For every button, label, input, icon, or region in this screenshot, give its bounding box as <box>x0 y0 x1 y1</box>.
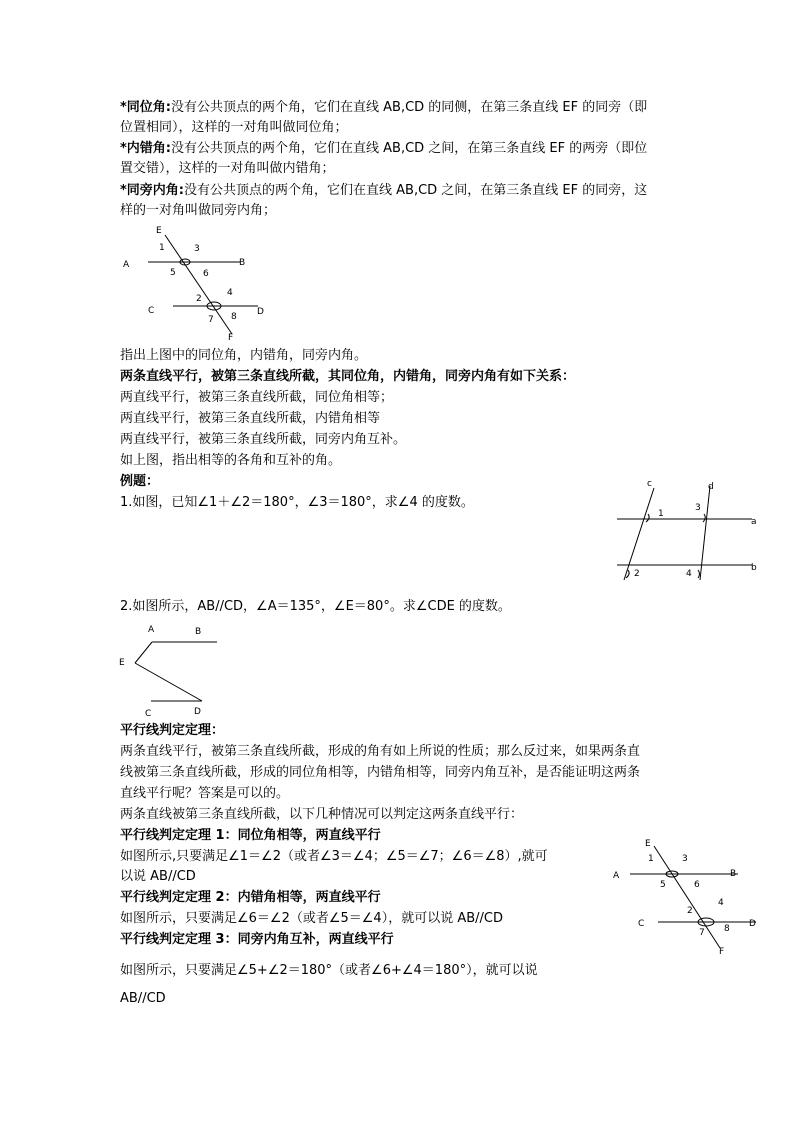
theorem-3-title: 平行线判定定理 3：同旁内角互补，两直线平行 <box>120 932 394 947</box>
figure-theorem-transversal <box>608 836 768 958</box>
label-angle-4: 4 <box>686 569 692 579</box>
def-interior-line2: 样的一对角叫做同旁内角； <box>120 203 277 218</box>
theorems-para-3: 直线平行呢？答案是可以的。 <box>120 786 290 801</box>
angle-label-4: 4 <box>227 288 233 298</box>
label-e: E <box>645 839 651 849</box>
label-line-d: d <box>708 482 714 492</box>
figure-example-2 <box>115 622 225 717</box>
theorems-para-2: 线被第三条直线所截，形成的同位角相等，内错角相等，同旁内角互补，是否能证明这两条 <box>120 765 641 780</box>
def-corresponding-line2: 位置相同），这样的一对角叫做同位角； <box>120 120 348 135</box>
examples-heading: 例题： <box>120 474 160 489</box>
theorem-1-line1: 如图所示,只要满足∠1＝∠2（或者∠3＝∠4；∠5＝∠7；∠6＝∠8）,就可 <box>120 849 548 864</box>
angle-label-6: 6 <box>694 880 700 890</box>
angle-label-6: 6 <box>203 269 209 279</box>
line-c <box>624 488 654 580</box>
angle-label-4: 4 <box>718 898 724 908</box>
label-c: C <box>638 919 645 929</box>
label-b: B <box>239 258 246 268</box>
example-1-text: 1.如图，已知∠1＋∠2＝180°，∠3＝180°，求∠4 的度数。 <box>120 495 474 510</box>
label-d: D <box>194 707 201 717</box>
def-alternate-line2: 置交错），这样的一对角叫做内错角； <box>120 161 335 176</box>
angle-label-7: 7 <box>208 315 214 325</box>
def-interior-line1: *同旁内角:没有公共顶点的两个角，它们在直线 AB,CD 之间，在第三条直线 EF 的同旁，这 <box>120 183 648 198</box>
label-f: F <box>228 333 234 343</box>
label-a: A <box>613 871 620 881</box>
angle-label-8: 8 <box>231 312 237 322</box>
angle-label-1: 1 <box>648 854 654 864</box>
theorem-3-line1: 如图所示，只要满足∠5+∠2＝180°（或者∠6+∠4＝180°），就可以说 <box>120 963 538 978</box>
label-line-a: a <box>751 517 757 527</box>
def-interior-term: *同旁内角: <box>120 183 184 198</box>
theorem-2-title: 平行线判定定理 2：内错角相等，两直线平行 <box>120 890 381 905</box>
label-e: E <box>119 658 125 668</box>
label-b: B <box>730 869 737 879</box>
theorem-3-line2: AB//CD <box>120 991 166 1006</box>
label-a: A <box>148 625 155 635</box>
angle-label-7: 7 <box>699 928 705 938</box>
def-alternate-line1: *内错角:没有公共顶点的两个角，它们在直线 AB,CD 之间，在第三条直线 EF 的两旁（即位 <box>120 141 648 156</box>
angle-label-3: 3 <box>194 244 200 254</box>
theorems-heading: 平行线判定定理： <box>120 723 225 738</box>
angle-label-1: 1 <box>159 243 165 253</box>
label-line-c: c <box>647 479 652 489</box>
label-angle-1: 1 <box>658 509 664 519</box>
def-alternate-term: *内错角: <box>120 141 171 156</box>
label-angle-2: 2 <box>634 569 640 579</box>
label-a: A <box>123 260 130 270</box>
rule-interior: 两直线平行，被第三条直线所截，同旁内角互补。 <box>120 432 407 447</box>
prompt-identify-angles: 指出上图中的同位角，内错角，同旁内角。 <box>120 348 368 363</box>
segment-ae <box>135 642 152 663</box>
heading-relations: 两条直线平行，被第三条直线所截，其同位角，内错角，同旁内角有如下关系： <box>120 369 576 384</box>
angle-label-5: 5 <box>660 880 666 890</box>
theorem-1-title: 平行线判定定理 1：同位角相等，两直线平行 <box>120 828 381 843</box>
example-2-text: 2.如图所示，AB//CD，∠A＝135°，∠E＝80°。求∠CDE 的度数。 <box>120 599 511 614</box>
angle-label-3: 3 <box>682 854 688 864</box>
angle-arc-1 <box>646 514 649 522</box>
label-c: C <box>145 709 152 719</box>
line-d <box>700 486 710 580</box>
label-c: C <box>148 306 155 316</box>
figure-example-1 <box>612 478 762 584</box>
figure-main-transversal <box>118 222 278 344</box>
theorem-2-line1: 如图所示，只要满足∠6＝∠2（或者∠5＝∠4），就可以说 AB//CD <box>120 911 503 926</box>
label-f: F <box>719 947 725 957</box>
label-b: B <box>195 627 202 637</box>
angle-arc-4 <box>698 570 700 578</box>
def-corresponding-line1: *同位角:没有公共顶点的两个角，它们在直线 AB,CD 的同侧，在第三条直线 EF 的同旁（即 <box>120 100 648 115</box>
label-d: D <box>257 307 264 317</box>
theorem-1-line2: 以说 AB//CD <box>120 869 196 884</box>
theorems-para-4: 两条直线被第三条直线所截，以下几种情况可以判定这两条直线平行： <box>120 807 524 822</box>
rule-corresponding: 两直线平行，被第三条直线所截，同位角相等； <box>120 390 394 405</box>
segment-ed <box>135 663 202 701</box>
rule-alternate: 两直线平行，被第三条直线所截，内错角相等 <box>120 411 381 426</box>
angle-arc-3 <box>703 514 705 522</box>
angle-label-2: 2 <box>196 294 202 304</box>
def-corresponding-term: *同位角: <box>120 100 171 115</box>
label-d: D <box>749 919 756 929</box>
angle-label-2: 2 <box>687 906 693 916</box>
label-e: E <box>156 226 162 236</box>
theorems-para-1: 两条直线平行，被第三条直线所截，形成的角有如上所说的性质；那么反过来，如果两条直 <box>120 744 641 759</box>
angle-label-8: 8 <box>724 924 730 934</box>
prompt-equal-angles: 如上图，指出相等的各角和互补的角。 <box>120 453 342 468</box>
angle-label-5: 5 <box>170 268 176 278</box>
label-line-b: b <box>751 563 757 573</box>
label-angle-3: 3 <box>695 503 701 513</box>
